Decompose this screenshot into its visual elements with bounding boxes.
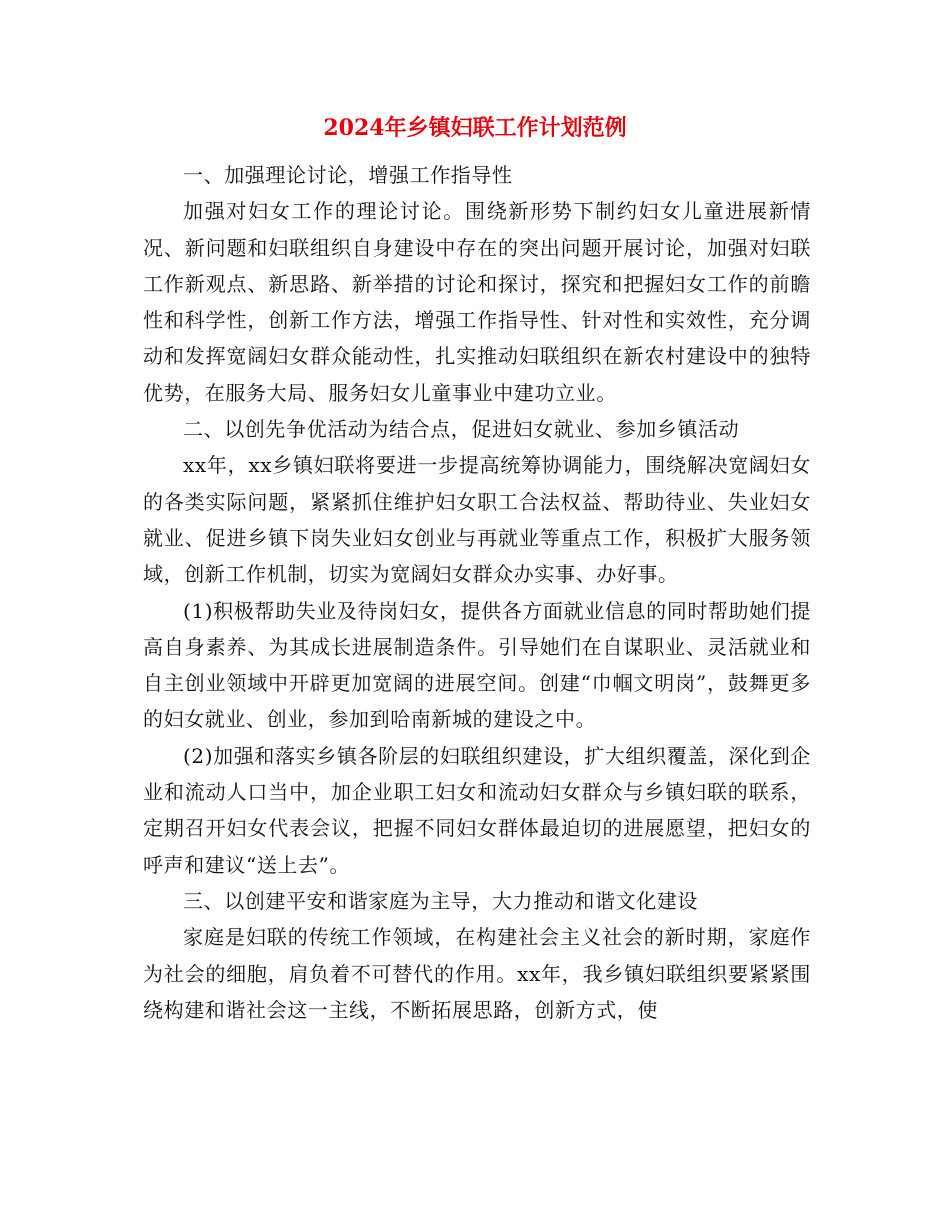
document-title: 2024年乡镇妇联工作计划范例 — [323, 115, 627, 141]
paragraph: (1)积极帮助失业及待岗妇女，提供各方面就业信息的同时帮助她们提高自身素养、为其成长进展制造条件。引导她们在自谋职业、灵活就业和自主创业领域中开辟更加宽阔的进展空间。创建“巾帼文明岗”，鼓舞更多的妇女就业、创业，参加到哈南新城的建设之中。 — [143, 598, 811, 732]
section-heading-3: 三、以创建平安和谐家庭为主导，大力推动和谐文化建设 — [183, 888, 698, 913]
section-heading-1: 一、加强理论讨论，增强工作指导性 — [183, 163, 513, 187]
section-heading-2: 二、以创先争优活动为结合点，促进妇女就业、参加乡镇活动 — [183, 417, 740, 442]
paragraph: xx年，xx乡镇妇联将要进一步提高统筹协调能力，围绕解决宽阔妇女的各类实际问题，紧紧抓住维护妇女职工合法权益、帮助待业、失业妇女就业、促进乡镇下岗失业妇女创业与再就业等重点工作，积极扩大服务领域，创新工作机制，切实为宽阔妇女群众办实事、办好事。 — [143, 453, 811, 587]
document-body — [143, 157, 811, 1028]
paragraph: 家庭是妇联的传统工作领域，在构建社会主义社会的新时期，家庭作为社会的细胞，肩负着不可替代的作用。xx年，我乡镇妇联组织要紧紧围绕构建和谐社会这一主线，不断拓展思路，创新方式，使 — [143, 925, 811, 1022]
paragraph: 加强对妇女工作的理论讨论。围绕新形势下制约妇女儿童进展新情况、新问题和妇联组织自身建设中存在的突出问题开展讨论，加强对妇联工作新观点、新思路、新举措的讨论和探讨，探究和把握妇女工作的前瞻性和科学性，创新工作方法，增强工作指导性、针对性和实效性，充分调动和发挥宽阔妇女群众能动性，扎实推动妇联组织在新农村建设中的独特优势，在服务大局、服务妇女儿童事业中建功立业。 — [143, 199, 811, 405]
paragraph: (2)加强和落实乡镇各阶层的妇联组织建设，扩大组织覆盖，深化到企业和流动人口当中，加企业职工妇女和流动妇女群众与乡镇妇联的联系，定期召开妇女代表会议，把握不同妇女群体最迫切的进展愿望，把妇女的呼声和建议“送上去”。 — [143, 743, 811, 877]
